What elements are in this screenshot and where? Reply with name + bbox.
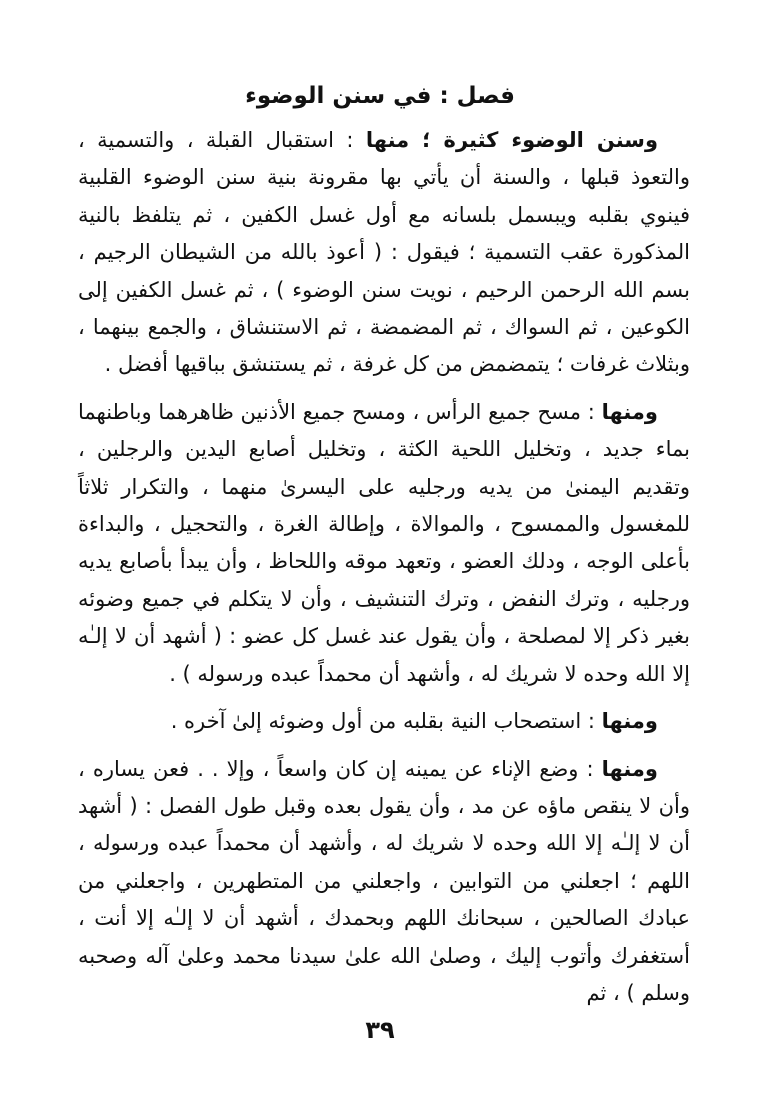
- paragraph-niyyah: [78, 703, 690, 740]
- paragraph-sunan-intro: [78, 122, 690, 384]
- paragraph-dua: [78, 751, 690, 1013]
- paragraph-text: : وضع الإناء عن يمينه إن كان واسعاً ، وإلا . . فعن يساره ، وأن لا ينقص ماؤه عن مد ، وأن يقول بعده وقبل طول الفصل : ( أشهد أن لا إلـٰه إلا الله وحده لا شريك له ، وأشهد أن محمداً عبده ورسوله ، اللهم ؛ اجعلني من التوابين ، واجعلني من المتطهرين ، واجعلني من عبادك الصالحين ، سبحانك اللهم وبحمدك ، أشهد أن لا إلـٰه إلا أنت ، أستغفرك وأتوب إليك ، وصلىٰ الله علىٰ سيدنا محمد وعلىٰ آله وصحبه وسلم ) ، ثم: [78, 756, 690, 1005]
- paragraph-text: : مسح جميع الرأس ، ومسح جميع الأذنين ظاهرهما وباطنهما بماء جديد ، وتخليل اللحية الكثة ، وتخليل أصابع اليدين والرجلين ، وتقديم اليمنىٰ من يديه ورجليه على اليسرىٰ منهما ، والتكرار ثلاثاً للمغسول والممسوح ، والموالاة ، وإطالة الغرة ، والتحجيل ، والبداءة بأعلى الوجه ، ودلك العضو ، وتعهد موقه واللحاظ ، وأن يبدأ بأصابع يديه ورجليه ، وترك النفض ، وترك التنشيف ، وأن لا يتكلم في جميع وضوئه بغير ذكر إلا لمصلحة ، وأن يقول عند غسل كل عضو : ( أشهد أن لا إلـٰه إلا الله وحده لا شريك له ، وأشهد أن محمداً عبده ورسوله ) .: [78, 399, 690, 686]
- paragraph-text: : استصحاب النية بقلبه من أول وضوئه إلىٰ آخره .: [170, 709, 602, 734]
- paragraph-masah: [78, 394, 690, 693]
- paragraph-lead: ومنها: [601, 399, 658, 424]
- paragraph-lead: وسنن الوضوء كثيرة ؛ منها: [365, 128, 659, 152]
- section-heading: فصل : في سنن الوضوء: [245, 83, 515, 109]
- page-number: ٣٩: [365, 1016, 395, 1044]
- body-text: [78, 122, 690, 1022]
- paragraph-text: : استقبال القبلة ، والتسمية ، والتعوذ قبلها ، والسنة أن يأتي بها مقرونة بنية سنن الوضوء القلبية فينوي بقلبه ويبسمل بلسانه مع أول غسل الكفين ، ثم يتلفظ بالنية المذكورة عقب التسمية ؛ فيقول : ( أعوذ بالله من الشيطان الرجيم ، بسم الله الرحمن الرحيم ، نويت سنن الوضوء ) ، ثم غسل الكفين إلى الكوعين ، ثم السواك ، ثم المضمضة ، ثم الاستنشاق ، والجمع بينهما ، وبثلاث غرفات ؛ يتمضمض من كل غرفة ، ثم يستنشق بباقيها أفضل .: [78, 128, 690, 377]
- paragraph-lead: ومنها: [601, 756, 658, 781]
- paragraph-lead: ومنها: [601, 709, 658, 734]
